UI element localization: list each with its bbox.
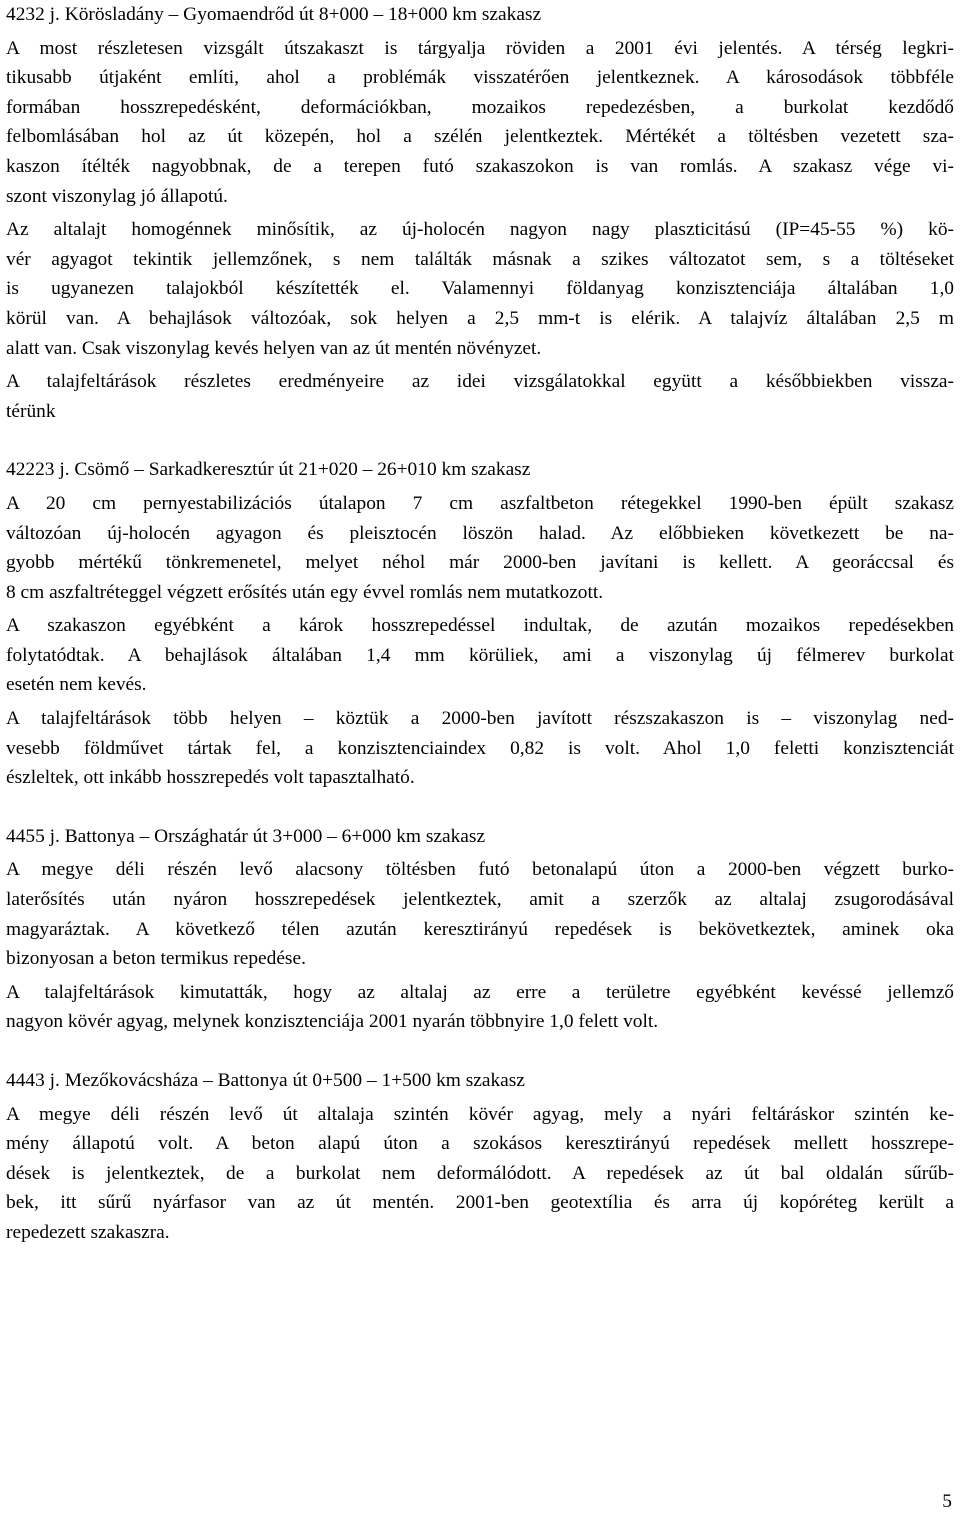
- text-line: vesebb földművet tártak fel, a konzisztenciaindex 0,82 is volt. Ahol 1,0 feletti konzisztenciát: [6, 737, 954, 759]
- text-line: A megye déli részén levő alacsony töltésben futó betonalapú úton a 2000-ben végzett burko-: [6, 859, 954, 881]
- paragraph: [6, 34, 954, 212]
- text-line: magyaráztak. A következő télen azután keresztirányú repedések is bekövetkeztek, aminek oka: [6, 918, 954, 940]
- text-line: formában hosszrepedésként, deformációkban, mozaikos repedezésben, a burkolat kezdődő: [6, 96, 954, 118]
- text-line: térünk: [6, 400, 56, 422]
- text-line: kaszon ítélték nagyobbnak, de a terepen futó szakaszokon is van romlás. A szakasz vége vi-: [6, 155, 954, 177]
- text-line: 8 cm aszfaltréteggel végzett erősítés után egy évvel romlás nem mutatkozott.: [6, 581, 604, 603]
- text-line: A talajfeltárások részletes eredményeire az idei vizsgálatokkal együtt a későbbiekben vissza-: [6, 371, 954, 393]
- text-line: A szakaszon egyébként a károk hosszrepedéssel indultak, de azután mozaikos repedésekben: [6, 615, 954, 637]
- paragraph: [6, 215, 954, 363]
- section-heading: 42223 j. Csömő – Sarkadkeresztúr út 21+020 – 26+010 km szakasz: [6, 459, 531, 481]
- text-line: A megye déli részén levő út altalaja szintén kövér agyag, mely a nyári feltáráskor szintén ke-: [6, 1103, 954, 1125]
- text-line: bizonyosan a beton termikus repedése.: [6, 948, 306, 970]
- section-heading: 4455 j. Battonya – Országhatár út 3+000 – 6+000 km szakasz: [6, 825, 486, 847]
- paragraph: [6, 855, 954, 973]
- text-line: mény állapotú volt. A beton alapú úton a szokásos keresztirányú repedések mellett hosszrepe-: [6, 1133, 954, 1155]
- text-line: A talajfeltárások kimutatták, hogy az altalaj az erre a területre egyébként kevéssé jellemző: [6, 981, 954, 1003]
- section-heading: 4443 j. Mezőkovácsháza – Battonya út 0+500 – 1+500 km szakasz: [6, 1070, 525, 1091]
- text-line: esetén nem kevés.: [6, 674, 147, 696]
- paragraph: [6, 367, 954, 426]
- text-line: alatt van. Csak viszonylag kevés helyen van az út mentén növényzet.: [6, 337, 542, 359]
- paragraph: [6, 489, 954, 607]
- text-line: is ugyanezen talajokból készítették el. Valamennyi földanyag konzisztenciája általában 1,0: [6, 278, 954, 300]
- text-line: A 20 cm pernyestabilizációs útalapon 7 cm aszfaltbeton rétegekkel 1990-ben épült szakasz: [6, 492, 954, 514]
- paragraph: [6, 1100, 954, 1248]
- text-line: körül van. A behajlások változóak, sok helyen a 2,5 mm-t is elérik. A talajvíz általában 2,5 m: [6, 307, 954, 329]
- section-spacer: [6, 793, 954, 822]
- text-line: tikusabb útjaként említi, ahol a problémák visszatérően jelentkeznek. A károsodások többféle: [6, 67, 954, 89]
- text-line: nagyon kövér agyag, melynek konzisztenciája 2001 nyarán többnyire 1,0 felett volt.: [6, 1011, 659, 1033]
- paragraph: [6, 611, 954, 700]
- text-line: Az altalajt homogénnek minősítik, az új-holocén nagyon nagy plaszticitású (IP=45-55 %) kö-: [6, 219, 954, 241]
- text-line: változóan új-holocén agyagon és pleisztocén löszön halad. Az előbbieken következett be na-: [6, 522, 954, 544]
- text-line: dések is jelentkeztek, de a burkolat nem deformálódott. A repedések az út bal oldalán sűrűb-: [6, 1162, 954, 1184]
- text-line: felbomlásában hol az út közepén, hol a szélén jelentkeztek. Mértékét a töltésben vezetett sza-: [6, 126, 954, 148]
- text-line: A talajfeltárások több helyen – köztük a 2000-ben javított részszakaszon is – viszonylag ned-: [6, 708, 954, 730]
- text-line: gyobb mértékű tönkremenetel, melyet néhol már 2000-ben javítani is kellett. A georáccsal és: [6, 552, 954, 574]
- paragraph: [6, 704, 954, 793]
- text-line: A most részletesen vizsgált útszakaszt is tárgyalja röviden a 2001 évi jelentés. A térség legkri-: [6, 37, 954, 59]
- document-page: [6, 0, 954, 1248]
- text-line: szont viszonylag jó állapotú.: [6, 185, 228, 207]
- text-line: laterősítés után nyáron hosszrepedések jelentkeztek, amit a szerzők az altalaj zsugorodásával: [6, 889, 954, 911]
- text-line: észleltek, ott inkább hosszrepedés volt tapasztalható.: [6, 767, 415, 789]
- page-number: 5: [942, 1491, 952, 1512]
- text-line: bek, itt sűrű nyárfasor van az út mentén. 2001-ben geotextília és arra új kopóréteg került a: [6, 1192, 954, 1214]
- paragraph: [6, 978, 954, 1037]
- text-line: folytatódtak. A behajlások általában 1,4 mm körüliek, ami a viszonylag új félmerev burkolat: [6, 644, 954, 666]
- section-spacer: [6, 426, 954, 455]
- text-line: vér agyagot tekintik jellemzőnek, s nem találták másnak a szikes változatot sem, s a töltéseket: [6, 248, 954, 270]
- text-line: repedezett szakaszra.: [6, 1221, 170, 1243]
- section-spacer: [6, 1037, 954, 1066]
- section-heading: 4232 j. Körösladány – Gyomaendrőd út 8+000 – 18+000 km szakasz: [6, 4, 542, 25]
